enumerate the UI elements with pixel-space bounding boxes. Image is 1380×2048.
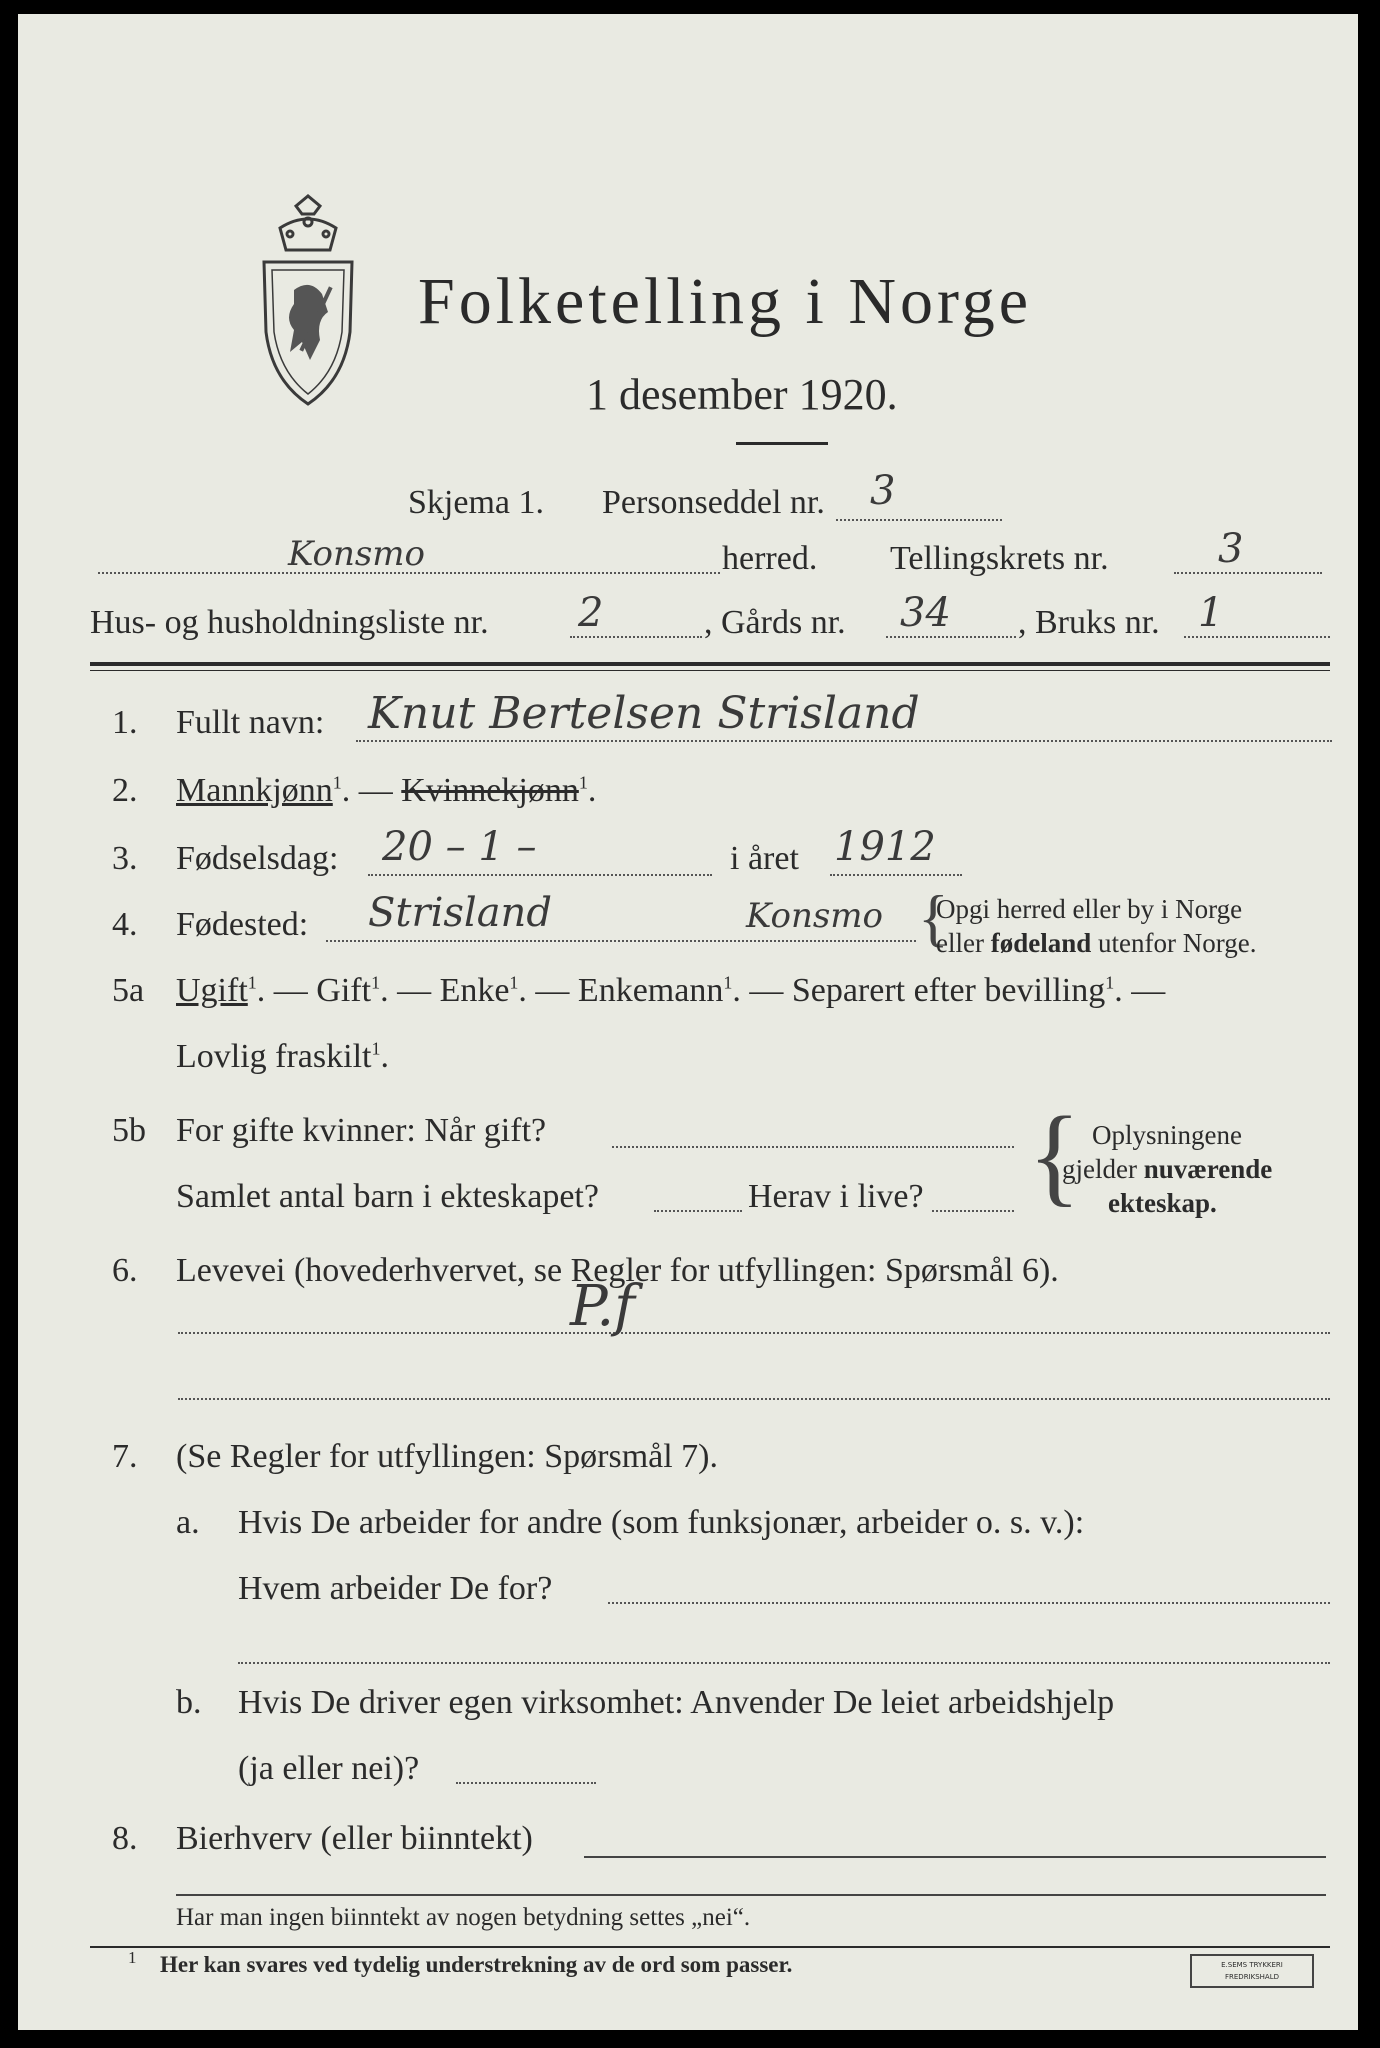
q4-label: Fødested: [176,906,309,943]
q6-label: Levevei (hovederhvervet, se Regler for utfyllingen: Spørsmål 6). [176,1252,1059,1289]
year-label: i året [730,840,799,877]
q1-number: 1. [112,704,138,741]
q3-number: 3. [112,840,138,877]
herred-value: Konsmo [288,534,426,574]
q6-number: 6. [112,1252,138,1289]
q8-number: 8. [112,1820,138,1857]
gards-field[interactable] [886,636,1016,638]
employer-field-2[interactable] [238,1662,1330,1664]
occupation-field-2[interactable] [178,1398,1330,1400]
form-date: 1 desember 1920. [586,370,898,419]
side-income-field[interactable] [584,1856,1326,1858]
bruks-field[interactable] [1184,636,1330,638]
header-rule-thick [90,662,1330,666]
form-title: Folketelling i Norge [418,265,1033,338]
children-alive-field[interactable] [932,1210,1014,1212]
brace-icon: { [918,882,949,953]
q7a-question: Hvem arbeider De for? [238,1570,553,1607]
printer-line-1: E.SEMS TRYKKERI [1221,1961,1283,1969]
header-rule-thin [90,670,1330,671]
children-count-field[interactable] [654,1210,742,1212]
option-ugift[interactable]: Ugift [176,972,248,1009]
hus-field[interactable] [570,636,702,638]
female-option[interactable]: Kvinnekjønn [401,772,579,809]
children-label: Samlet antal barn i ekteskapet? [176,1178,599,1215]
printer-line-2: FREDRIKSHALD [1224,1973,1279,1981]
q7b-label: Hvis De driver egen virksomhet: Anvender De leiet arbeidshjelp [238,1684,1115,1721]
coat-of-arms-icon [250,192,366,414]
footnote-text: Her kan svares ved tydelig understrekning av de ord som passer. [160,1952,793,1977]
footnote-number: 1 [128,1948,137,1967]
birthplace-value-2: Konsmo [746,896,884,936]
title-rule [736,442,828,445]
no-income-note: Har man ingen biinntekt av nogen betydning settes „nei“. [176,1904,751,1931]
q2-separator: . — [341,772,402,809]
q4-note-line1: Opgi herred eller by i Norge [936,894,1243,924]
q3-label: Fødselsdag: [176,840,339,877]
hus-value: 2 [578,590,604,636]
q5b-note-line3: ekteskap. [1108,1188,1217,1218]
birthyear-field[interactable] [830,874,962,876]
tellingskrets-value: 3 [1218,526,1244,572]
personseddel-value: 3 [870,468,896,514]
tellingskrets-label: Tellingskrets nr. [890,540,1109,577]
footnote-marker: 1 [332,772,342,793]
q5b-note-line1: Oplysningene [1092,1120,1242,1150]
option-enkemann[interactable]: . — Enkemann [518,972,724,1009]
bruks-label: , Bruks nr. [1018,604,1160,641]
option-separert[interactable]: . — Separert efter bevilling [732,972,1106,1009]
birthyear-value: 1912 [834,824,936,870]
q7-label: (Se Regler for utfyllingen: Spørsmål 7). [176,1438,719,1475]
footer-rule [90,1946,1330,1948]
personseddel-label: Personseddel nr. [602,484,825,521]
brace-icon: { [1028,1094,1081,1216]
bruks-value: 1 [1198,590,1224,636]
birthplace-field[interactable] [326,940,916,942]
q4-note-line2: eller fødeland utenfor Norge. [936,928,1257,958]
printer-stamp [1190,1954,1314,1988]
birthplace-value: Strisland [368,890,552,936]
q8-label: Bierhverv (eller biinntekt) [176,1820,533,1857]
q7a-number: a. [176,1504,200,1541]
married-date-field[interactable] [612,1146,1014,1148]
q1-label: Fullt navn: [176,704,325,741]
q2-end: . [587,772,597,809]
herred-label: herred. [722,540,818,577]
personseddel-field[interactable] [836,519,1002,521]
full-name-value: Knut Bertelsen Strisland [368,688,920,739]
q5b-number: 5b [112,1112,146,1149]
q5a-marital-options: Ugift$^1$. — Gift$^1$. — Enke$^1$. — Enkemann$^1$. — Separert efter bevilling$^1$. — [176,972,1166,1009]
footnote-marker: 1 [578,772,588,793]
male-option[interactable]: Mannkjønn [176,772,333,809]
q2-number: 2. [112,772,138,809]
q5b-married-label: For gifte kvinner: Når gift? [176,1112,547,1149]
gards-value: 34 [900,590,951,636]
q7b-number: b. [176,1684,202,1721]
option-gift[interactable]: . — Gift [256,972,372,1009]
census-form [18,14,1358,2030]
q7a-label: Hvis De arbeider for andre (som funksjonær, arbeider o. s. v.): [238,1504,1085,1541]
hus-label: Hus- og husholdningsliste nr. [90,604,489,641]
q7-number: 7. [112,1438,138,1475]
alive-label: Herav i live? [748,1178,924,1215]
occupation-field[interactable] [178,1332,1330,1334]
birthdate-field[interactable] [368,874,712,876]
q5a-number: 5a [112,972,145,1009]
tellingskrets-field[interactable] [1174,572,1322,574]
q5b-note-line2: gjelder nuværende [1062,1154,1273,1184]
q2-gender-options [176,772,596,810]
q4-number: 4. [112,906,138,943]
occupation-value: P.f [570,1274,635,1339]
skjema-label: Skjema 1. [408,484,544,521]
q7b-question: (ja eller nei)? [238,1750,420,1787]
birthdate-value: 20 – 1 – [382,824,537,870]
employer-field[interactable] [608,1602,1330,1604]
option-enke[interactable]: . — Enke [380,972,510,1009]
gards-label: , Gårds nr. [704,604,846,641]
full-name-field[interactable] [356,740,1332,742]
hired-help-field[interactable] [456,1782,596,1784]
side-income-field-2[interactable] [176,1894,1326,1896]
option-fraskilt[interactable]: Lovlig fraskilt$^1$. [176,1038,389,1075]
